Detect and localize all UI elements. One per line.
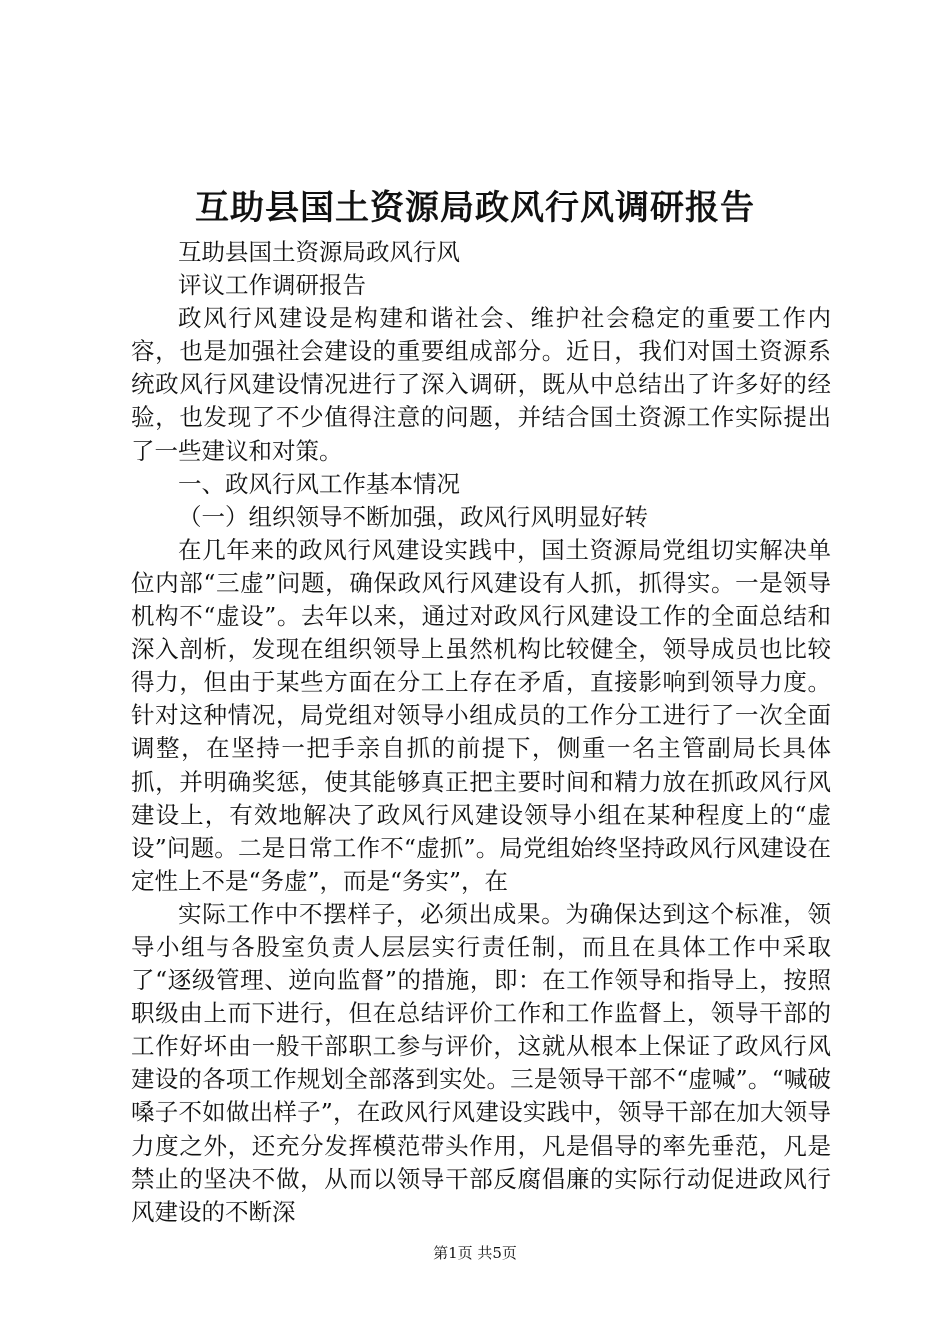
body-paragraph: 实际工作中不摆样子，必须出成果。为确保达到这个标准，领导小组与各股室负责人层层实行责任制，而且在具体工作中采取了“逐级管理、逆向监督”的措施，即：在工作领导和指导上，按照职级由上而下进行，但在总结评价工作和工作监督上，领导干部的工作好坏由一般干部职工参与评价，这就从根本上保证了政风行风建设的各项工作规划全部落到实处。三是领导干部不“虚喊”。“喊破嗓子不如做出样子”，在政风行风建设实践中，领导干部在加大领导力度之外，还充分发挥模范带头作用，凡是倡导的率先垂范，凡是禁止的坚决不做，从而以领导干部反腐倡廉的实际行动促进政风行风建设的不断深 — [131, 899, 831, 1226]
body-paragraph: 在几年来的政风行风建设实践中，国土资源局党组切实解决单位内部“三虚”问题，确保政风行风建设有人抓，抓得实。一是领导机构不“虚设”。去年以来，通过对政风行风建设工作的全面总结和深入剖析，发现在组织领导上虽然机构比较健全，领导成员也比较得力，但由于某些方面在分工上存在矛盾，直接影响到领导力度。针对这种情况，局党组对领导小组成员的工作分工进行了一次全面调整，在坚持一把手亲自抓的前提下，侧重一名主管副局长具体抓，并明确奖惩，使其能够真正把主要时间和精力放在抓政风行风建设上，有效地解决了政风行风建设领导小组在某种程度上的“虚设”问题。二是日常工作不“虚抓”。局党组始终坚持政风行风建设在定性上不是“务虚”，而是“务实”，在 — [131, 535, 831, 895]
page-number-footer: 第1页 共5页 — [433, 1244, 517, 1262]
subtitle-line-1: 互助县国土资源局政风行风 — [178, 238, 460, 266]
subtitle-line-2: 评议工作调研报告 — [178, 271, 366, 300]
document-title: 互助县国土资源局政风行风调研报告 — [195, 188, 755, 228]
document-body — [131, 236, 831, 1229]
intro-paragraph: 政风行风建设是构建和谐社会、维护社会稳定的重要工作内容，也是加强社会建设的重要组成部分。近日，我们对国土资源系统政风行风建设情况进行了深入调研，既从中总结出了许多好的经验，也发现了不少值得注意的问题，并结合国土资源工作实际提出了一些建议和对策。 — [131, 304, 831, 465]
section-heading: 一、政风行风工作基本情况 — [178, 469, 460, 498]
subsection-heading: （一）组织领导不断加强，政风行风明显好转 — [178, 502, 648, 531]
